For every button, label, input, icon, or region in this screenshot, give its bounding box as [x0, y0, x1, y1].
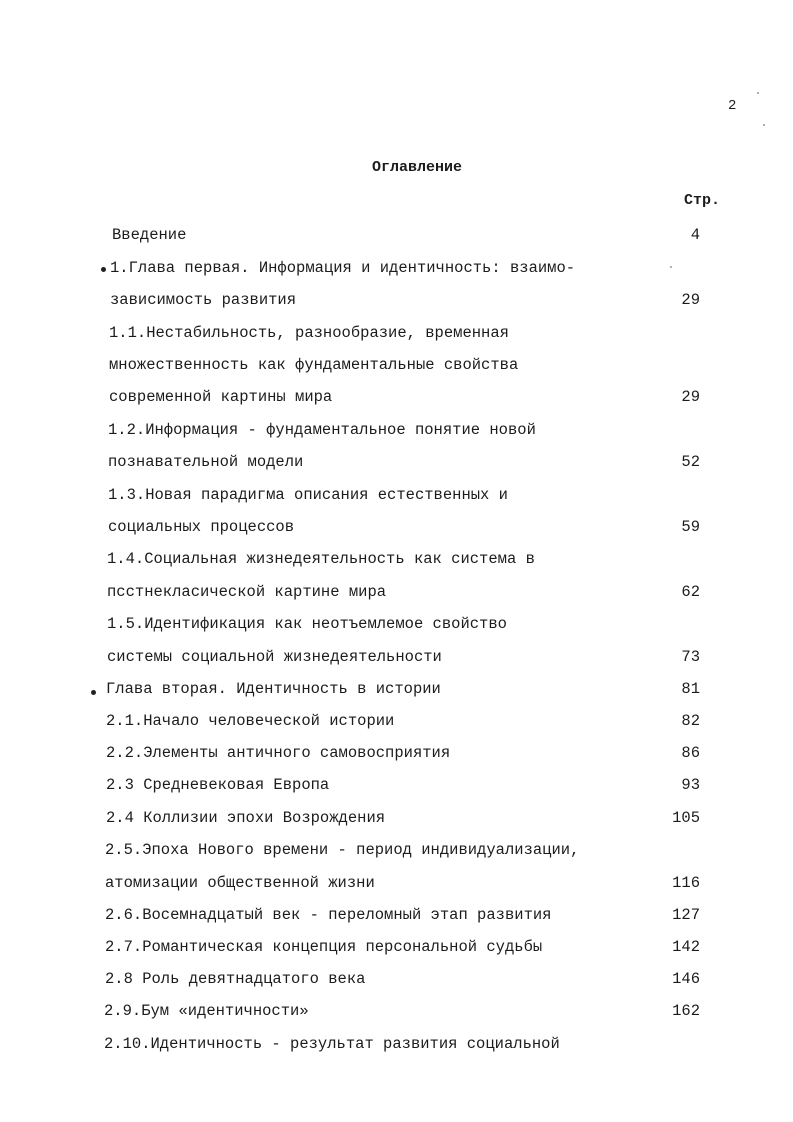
toc-page: 29 [681, 388, 700, 406]
toc-page: 116 [672, 874, 700, 892]
toc-page: 73 [681, 648, 700, 666]
toc-entry: 1.3.Новая парадигма описания естественных и [108, 486, 508, 504]
margin-mark [101, 267, 106, 272]
scan-speck [670, 266, 672, 268]
toc-page: 127 [672, 906, 700, 924]
toc-entry: социальных процессов [108, 518, 295, 536]
toc-entry: 1.1.Нестабильность, разнообразие, временная [109, 324, 509, 342]
scan-speck [757, 92, 759, 94]
toc-entry: системы социальной жизнедеятельности [107, 648, 442, 666]
toc-page: 59 [681, 518, 700, 536]
toc-entry: 2.1.Начало человеческой истории [106, 712, 395, 730]
toc-entry: зависимость развития [110, 291, 297, 309]
toc-page: 142 [672, 938, 700, 956]
toc-entry: 2.10.Идентичность - результат развития социальной [104, 1035, 560, 1053]
toc-entry: 2.3 Средневековая Европа [106, 776, 330, 794]
toc-entry: 1.2.Информация - фундаментальное понятие новой [108, 421, 536, 439]
toc-entry: 2.6.Восемнадцатый век - переломный этап развития [105, 906, 552, 924]
toc-page: 146 [672, 970, 700, 988]
toc-page: 86 [681, 744, 700, 762]
toc-entry: 2.9.Бум «идентичности» [104, 1002, 309, 1020]
toc-entry: Введение [112, 226, 187, 244]
page-number: 2 [728, 98, 737, 114]
toc-entry: 2.2.Элементы античного самовосприятия [106, 744, 451, 762]
toc-page: 105 [672, 809, 700, 827]
page-title: Оглавление [372, 159, 463, 176]
page-column-label: Стр. [684, 192, 721, 209]
toc-entry: 1.4.Социальная жизнедеятельность как система в [107, 550, 535, 568]
toc-page: 82 [681, 712, 700, 730]
toc-entry: познавательной модели [108, 453, 304, 471]
toc-entry: 2.4 Коллизии эпохи Возрождения [106, 809, 386, 827]
toc-page: 162 [672, 1002, 700, 1020]
margin-mark [91, 690, 96, 695]
toc-page: 29 [681, 291, 700, 309]
toc-entry: 2.5.Эпоха Нового времени - период индивидуализации, [105, 841, 580, 859]
toc-entry: 1.5.Идентификация как неотъемлемое свойство [107, 615, 507, 633]
scan-speck [763, 124, 765, 126]
toc-page: 81 [681, 680, 700, 698]
toc-page: 52 [681, 453, 700, 471]
toc-entry: пcстнеклaсической картине мира [107, 583, 387, 601]
toc-entry: современной картины мира [109, 388, 333, 406]
toc-entry: множественность как фундаментальные свойства [109, 356, 519, 374]
toc-entry: 2.7.Романтическая концепция персональной судьбы [105, 938, 543, 956]
toc-entry: атомизации общественной жизни [105, 874, 375, 892]
toc-entry: Глава вторая. Идентичность в истории [106, 680, 441, 698]
toc-page: 4 [690, 226, 700, 244]
toc-page: 93 [681, 776, 700, 794]
toc-page: 62 [681, 583, 700, 601]
toc-entry: 1.Глава первая. Информация и идентичность: взаимо- [110, 259, 576, 277]
toc-entry: 2.8 Роль девятнадцатого века [105, 970, 366, 988]
